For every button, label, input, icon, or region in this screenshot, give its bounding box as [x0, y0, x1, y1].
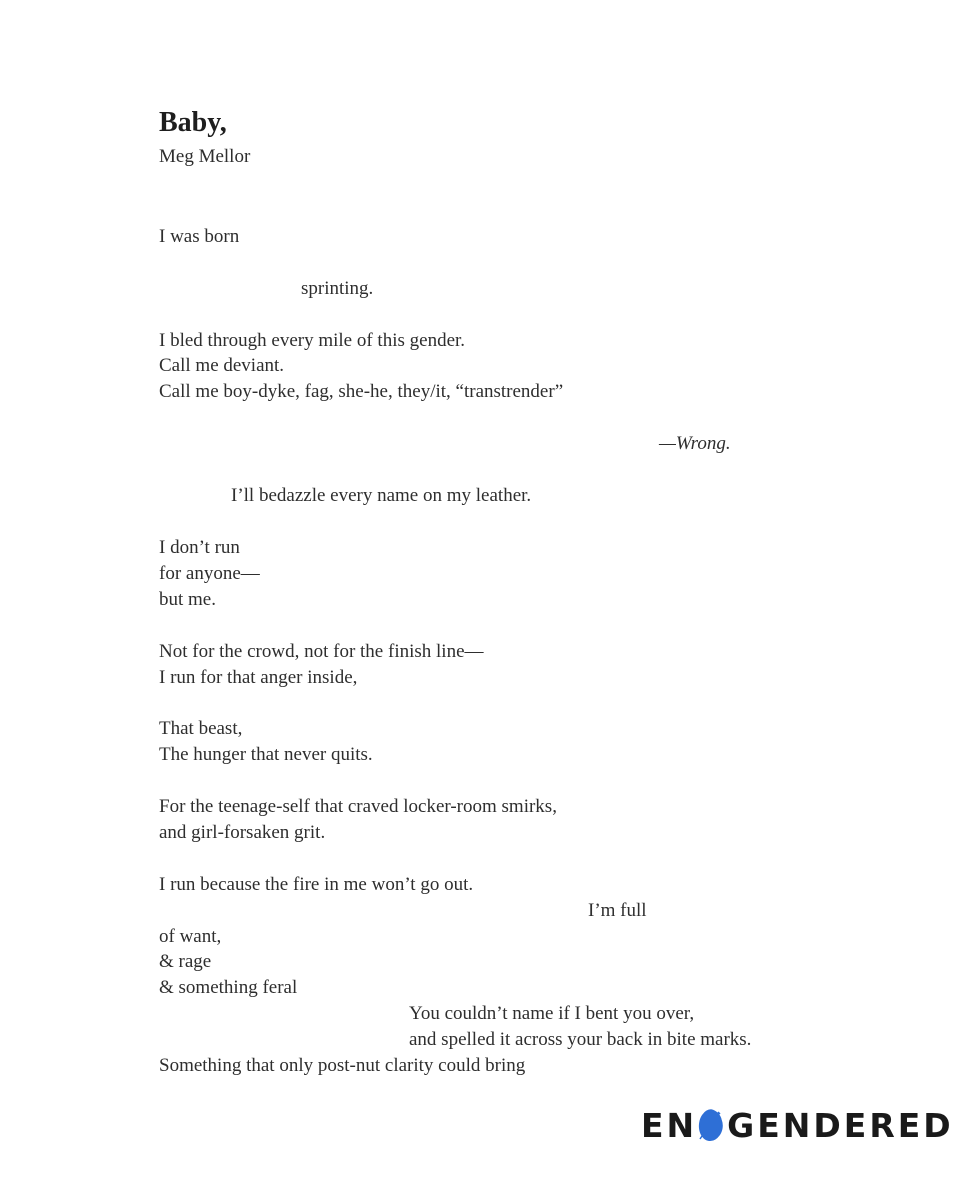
- poem-author: Meg Mellor: [159, 146, 251, 167]
- poem-line: I run because the fire in me won’t go out.: [159, 874, 474, 895]
- poem-line: & something feral: [159, 977, 298, 998]
- poem-line: That beast,: [159, 718, 243, 739]
- poem-title: Baby,: [159, 107, 227, 138]
- poem-line: Something that only post-nut clarity could bring: [159, 1055, 526, 1076]
- poem-line: I don’t run: [159, 537, 240, 558]
- engendered-logo: [641, 1105, 954, 1145]
- poem-line: Not for the crowd, not for the finish line—: [159, 641, 484, 662]
- poem-line: and girl-forsaken grit.: [159, 822, 326, 843]
- poem-line: —Wrong.: [659, 433, 731, 454]
- poem-line: for anyone—: [159, 563, 260, 584]
- poem-line: Call me deviant.: [159, 355, 285, 376]
- poem-line: but me.: [159, 589, 216, 610]
- poem-line: Call me boy-dyke, fag, she-he, they/it, “transtrender”: [159, 381, 564, 402]
- poem-line: The hunger that never quits.: [159, 744, 373, 765]
- logo-text-right: GENDERED: [727, 1105, 954, 1145]
- poem-line: You couldn’t name if I bent you over,: [409, 1003, 695, 1024]
- poem-line: For the teenage-self that craved locker-room smirks,: [159, 796, 557, 817]
- ink-blot-icon: [698, 1108, 724, 1142]
- poem-line: sprinting.: [301, 278, 374, 299]
- poem-line: I was born: [159, 226, 240, 247]
- poem-line: I’m full: [588, 900, 647, 921]
- poem-line: I’ll bedazzle every name on my leather.: [231, 485, 532, 506]
- poem-line: I bled through every mile of this gender.: [159, 330, 466, 351]
- poem-line: I run for that anger inside,: [159, 667, 358, 688]
- logo-text-left: EN: [641, 1105, 698, 1145]
- poem-line: and spelled it across your back in bite marks.: [409, 1029, 752, 1050]
- poem-line: of want,: [159, 926, 222, 947]
- poem-line: & rage: [159, 951, 212, 972]
